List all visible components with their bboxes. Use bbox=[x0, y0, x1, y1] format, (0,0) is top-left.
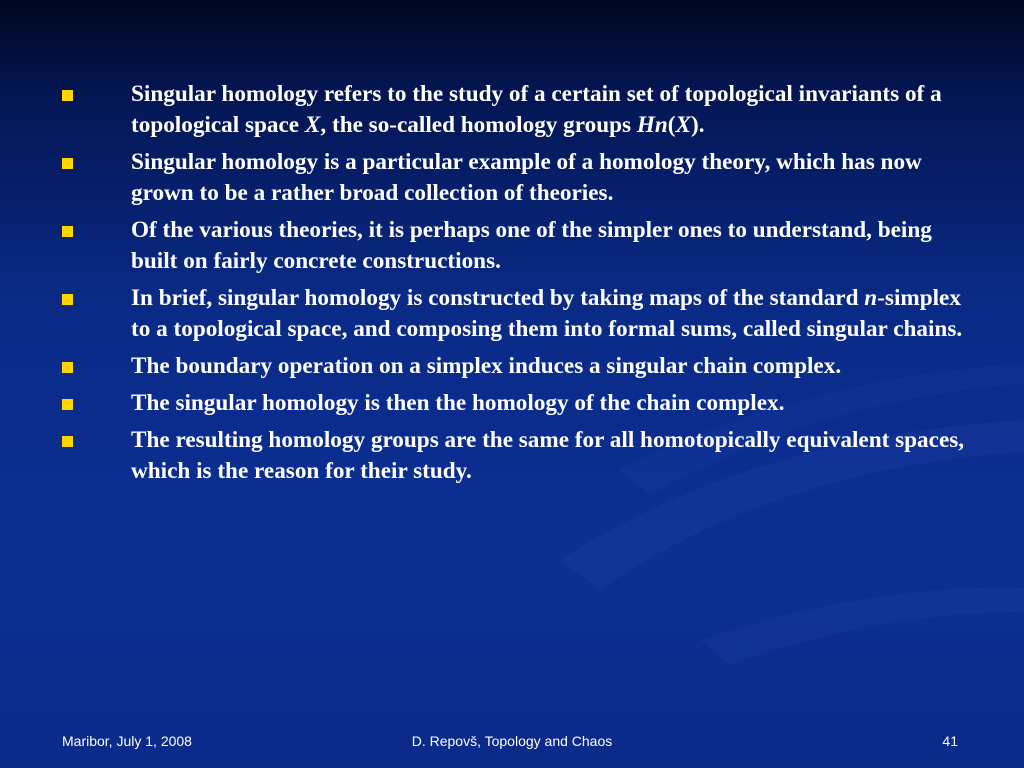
bullet-item bbox=[58, 351, 978, 382]
text-segment: The boundary operation on a simplex induces a singular chain complex. bbox=[131, 353, 842, 379]
text-segment: Singular homology is a particular example of a homology theory, which has now grown to be a rather broad collection of theories. bbox=[131, 149, 922, 206]
text-segment: -simplex to a topological space, and composing them into formal sums, called singular chains. bbox=[131, 285, 963, 342]
bullet-square-icon bbox=[62, 158, 73, 169]
bullet-item bbox=[58, 283, 978, 345]
text-segment: ( bbox=[667, 112, 676, 138]
bullet-text bbox=[131, 427, 964, 484]
text-segment: Singular homology refers to the study of a certain set of topological invariants of a topological space bbox=[131, 81, 942, 138]
italic-math-symbol: X bbox=[304, 112, 321, 138]
footer-author-title: D. Repovš, Topology and Chaos bbox=[411, 733, 613, 749]
footer-location-date: Maribor, July 1, 2008 bbox=[62, 733, 192, 749]
bullet-square-icon bbox=[62, 399, 73, 410]
bullet-text bbox=[131, 390, 784, 416]
bullet-text bbox=[131, 285, 962, 342]
text-segment: ). bbox=[691, 112, 705, 138]
text-segment: In brief, singular homology is constructed by taking maps of the standard bbox=[131, 285, 865, 311]
footer-slide-number: 41 bbox=[942, 733, 958, 749]
text-segment: , the so-called homology groups bbox=[320, 112, 637, 138]
italic-math-symbol: Hn bbox=[636, 112, 668, 138]
bullet-text bbox=[131, 353, 841, 379]
bullet-text bbox=[131, 149, 922, 206]
bullet-list bbox=[58, 79, 978, 493]
bullet-text bbox=[131, 81, 942, 138]
italic-math-symbol: n bbox=[864, 285, 878, 311]
bullet-square-icon bbox=[62, 226, 73, 237]
bullet-square-icon bbox=[62, 294, 73, 305]
bullet-item bbox=[58, 79, 978, 141]
bullet-square-icon bbox=[62, 90, 73, 101]
bullet-item bbox=[58, 388, 978, 419]
bullet-item bbox=[58, 425, 978, 487]
bullet-text bbox=[131, 217, 932, 274]
bullet-item bbox=[58, 215, 978, 277]
italic-math-symbol: X bbox=[675, 112, 691, 138]
text-segment: The singular homology is then the homology of the chain complex. bbox=[131, 390, 785, 416]
bullet-square-icon bbox=[62, 362, 73, 373]
text-segment: Of the various theories, it is perhaps one of the simpler ones to understand, being built on fairly concrete constructions. bbox=[131, 217, 932, 274]
bullet-item bbox=[58, 147, 978, 209]
text-segment: The resulting homology groups are the same for all homotopically equivalent spaces, which is the reason for their study. bbox=[131, 427, 965, 484]
bullet-square-icon bbox=[62, 436, 73, 447]
